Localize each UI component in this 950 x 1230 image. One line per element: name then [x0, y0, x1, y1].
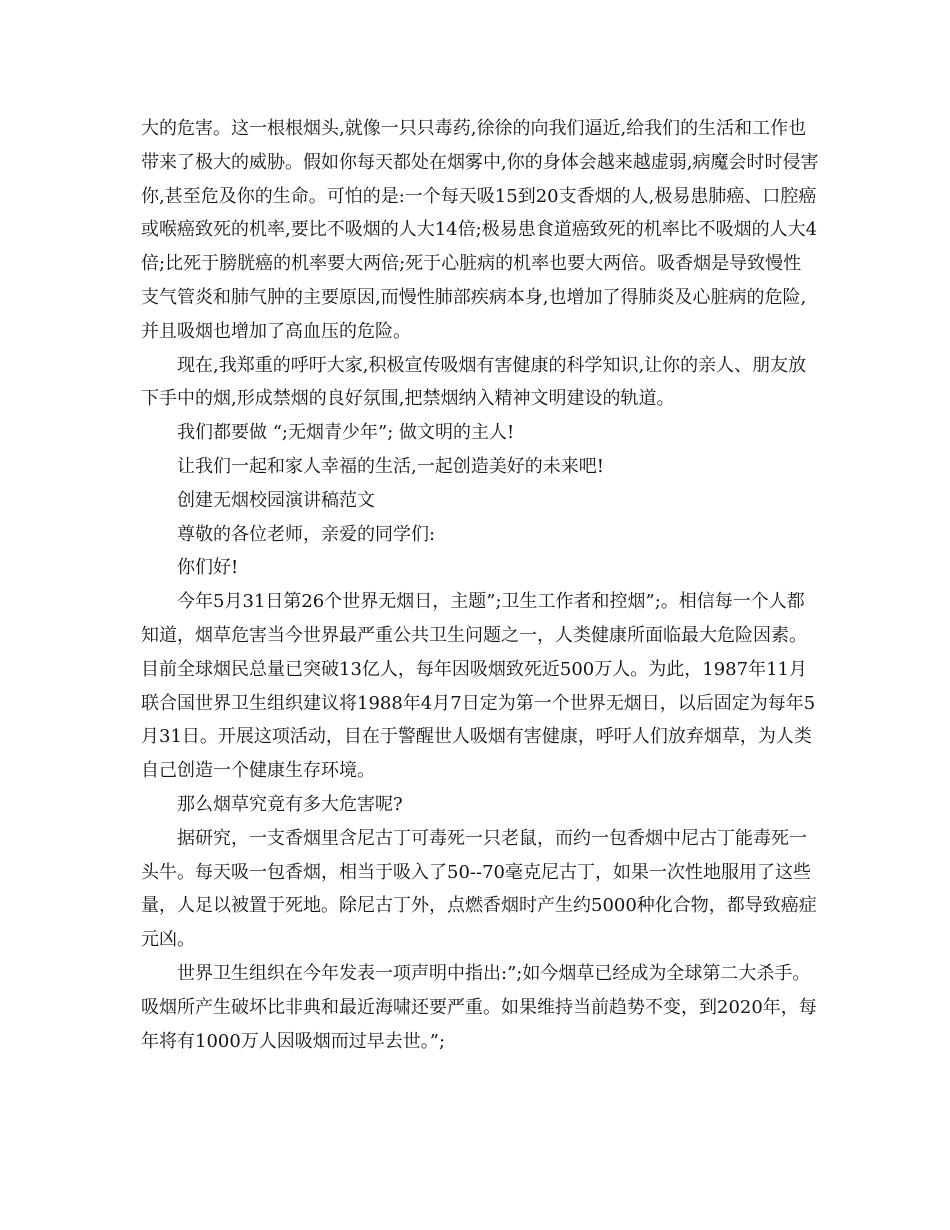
paragraph-slogan: 我们都要做 “;无烟青少年”; 做文明的主人! — [177, 422, 515, 444]
salutation: 尊敬的各位老师，亲爱的同学们: — [177, 523, 436, 545]
paragraph-nicotine: 据研究，一支香烟里含尼古丁可毒死一只老鼠，而约一包香烟中尼古丁能毒死一头牛。每天吸一包香烟，相当于吸入了50--70毫克尼古丁，如果一次性地服用了这些量，人足以被置于死地。除尼古丁外，点燃香烟时产生约5000种化合物，都导致癌症元凶。 — [141, 827, 817, 951]
document-body — [141, 112, 819, 1058]
paragraph-closing: 让我们一起和家人幸福的生活,一起创造美好的未来吧! — [177, 455, 604, 477]
paragraph-health-hazards: 大的危害。这一根根烟头,就像一只只毒药,徐徐的向我们逼近,给我们的生活和工作也带来了极大的威胁。假如你每天都处在烟雾中,你的身体会越来越虚弱,病魔会时时侵害你,甚至危及你的生命。可怕的是:一个每天吸15到20支香烟的人,极易患肺癌、口腔癌或喉癌致死的机率,要比不吸烟的人大14倍;极易患食道癌致死的机率比不吸烟的人大4倍;比死于膀胱癌的机率要大两倍;死于心脏病的机率也要大两倍。吸香烟是导致慢性支气管炎和肺气肿的主要原因,而慢性肺部疾病本身,也增加了得肺炎及心脏病的危险,并且吸烟也增加了高血压的危险。 — [141, 118, 819, 342]
paragraph-world-no-tobacco-day: 今年5月31日第26个世界无烟日，主题”;卫生工作者和控烟”;。相信每一个人都知道，烟草危害当今世界最严重公共卫生问题之一，人类健康所面临最大危险因素。目前全球烟民总量已突破13亿人，每年因吸烟致死近500万人。为此，1987年11月联合国世界卫生组织建议将1988年4月7日定为第一个世界无烟日，以后固定为每年5月31日。开展这项活动，目在于警醒世人吸烟有害健康，呼吁人们放弃烟草，为人类自己创造一个健康生存环境。 — [141, 591, 816, 782]
greeting: 你们好! — [177, 557, 239, 579]
paragraph-question: 那么烟草究竟有多大危害呢? — [177, 793, 403, 815]
paragraph-appeal: 现在,我郑重的呼吁大家,积极宣传吸烟有害健康的科学知识,让你的亲人、朋友放下手中的烟,形成禁烟的良好氛围,把禁烟纳入精神文明建设的轨道。 — [141, 354, 807, 410]
speech-title: 创建无烟校园演讲稿范文 — [177, 489, 375, 511]
paragraph-who-statement: 世界卫生组织在今年发表一项声明中指出:”;如今烟草已经成为全球第二大杀手。吸烟所产生破坏比非典和最近海啸还要严重。如果维持当前趋势不变，到2020年，每年将有1000万人因吸烟而过早去世。”; — [141, 962, 817, 1052]
